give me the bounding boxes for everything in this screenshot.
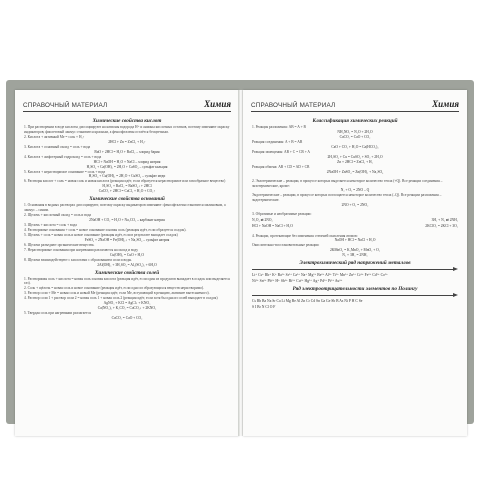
bases-point-7: 7. Нерастворимые основания при нагревании разлагаются на оксид и воду — [24, 247, 138, 252]
bases-formula-4: 2Al(OH)₃ + 3H₂SO₄ = Al₂(SO₄)₃ + 6H₂O — [97, 262, 157, 267]
salts-point-5: 5. Твердая соль при нагревании разлагается — [24, 311, 91, 316]
no-oxidation-change-label: 4. Реакции, протекающие без изменения степеней окисления атомов: — [252, 233, 358, 238]
no-oxidation-change-formula: NaOH + HCl = NaCl + H₂O — [334, 238, 376, 243]
bases-point-2: 2. Щелочь + кислотный оксид = соль и вода — [24, 213, 92, 218]
salts-section-title: Химические свойства солей — [94, 269, 160, 276]
reversible-formula-1: N₂O₄ ⇄ 2NO₂ — [252, 218, 273, 223]
acids-point-3: 3. Кислота + основный оксид = соль + вода — [24, 144, 91, 149]
combination-formula-1: CaO + CO₂ + H₂O = Ca(HCO₃)₂ — [331, 144, 379, 149]
acids-formula-1: 2HCl + Zn = ZnCl₂ + H₂↑ — [108, 139, 146, 144]
right-page-reference-label: СПРАВОЧНЫЙ МАТЕРИАЛ — [251, 102, 336, 109]
combination-label: Реакция соединения: A + B = AB — [252, 139, 303, 144]
electronegativity-series-line-1: Cs Rb Ba Na Sr Ca Li Mg Be Al Zn Cr Cd Sn Ga Ge Sb B As Ni P H C Se — [252, 299, 363, 304]
bases-point-4: 4. Растворимые основания + соль = новое основание и новая соль (реакция идёт, если образуется осадок). — [24, 227, 187, 232]
decomposition-formula-1: NH₄NO₃ = N₂O + 2H₂O — [337, 129, 373, 134]
acids-formula-2: BaO + 2HCl = H₂O + BaCl₂ – хлорид бария — [94, 149, 160, 154]
bases-formula-1: 2NaOH + CO₂ = H₂O + Na₂CO₃ – карбонат натрия — [89, 218, 165, 223]
acids-point-2: 2. Кислота + активный Me = соль + H₂↑ — [24, 134, 85, 139]
salts-point-2: 2. Соль + щёлочь = новая соль и новое основание (реакция идёт, если одно из образующихся веществ нерастворимо). — [24, 286, 205, 291]
substitution-formula-2: Zn + 2HCl = ZnCl₂ + H₂ — [337, 159, 373, 164]
left-page-content — [15, 112, 239, 321]
substitution-formula-1: 2H₂SO₄ + Cu = CuSO₄ + SO₂ + 2H₂O — [327, 154, 383, 159]
irreversible-formula-1: HCl + NaOH = NaCl + H₂O — [252, 224, 293, 229]
decomposition-label: 1. Реакция разложения: AB = A + B — [252, 125, 306, 129]
exothermic-formula-1: N₂ + O₂ = 2NO – Q — [340, 188, 370, 193]
reversible-formula-2: 3H₂ + N₂ ⇄ 2NH₃ — [431, 218, 458, 223]
acids-formula-6: H₂SO₄ + BaCl₂ = BaSO₄↓ + 2HCl — [102, 184, 152, 189]
salts-point-4: 4. Раствор соли 1 + раствор соли 2 = новая соль 1 + новая соль 2 (реакция идёт, если хотя бы одна из солей выпадает в осадок) — [24, 296, 218, 301]
salts-formula-3: CaCO₃ = CaO + CO₂ — [111, 315, 143, 320]
bases-point-5: 5. Щелочь + соль = новая соль и новое основание (реакция идёт, если в результате выпадает осадок) — [24, 232, 178, 237]
reversible-label: 3. Обратимые и необратимые реакции: — [252, 212, 312, 217]
acids-formula-5: H₂SO₄ + Cu(OH)₂ = 2H₂O + CuSO₄ – сульфат меди — [88, 174, 166, 179]
metal-activity-series-line-1: Li⁺ Cs⁺ Rb⁺ K⁺ Ba²⁺ Sr²⁺ Ca²⁺ Na⁺ Mg²⁺ Be²⁺ Al³⁺ Ti²⁺ Mn²⁺ Zn²⁺ Cr³⁺ Fe²⁺ Cd²⁺ Co²⁺ — [252, 273, 388, 278]
acids-point-1: 1. При растворении в воде кислоты диссоциируют на катионы водорода H⁺ и анионы кислотных остатков, поэтому изменяют окраску индикаторов; фиолетовый лакмус становится красным, а фенолфталеин остаётся бесцветным. — [24, 125, 230, 134]
salts-point-1: 1. Растворимая соль + кислота = новая соль и новая кислота (реакция идёт, если один из продуктов выпадает в осадок или выделяется газ). — [24, 276, 230, 286]
bases-point-6: 6. Щелочи разъедают органические вещества. — [24, 242, 95, 247]
bases-formula-3: Cu(OH)₂ = CuO + H₂O — [110, 252, 144, 257]
left-page-subject: Химия — [204, 99, 231, 109]
bases-point-8: 8. Щелочи взаимодействуют с кислотами с образованием соли и воды. — [24, 257, 132, 262]
acids-point-5: 5. Кислота + нерастворимое основание = соль + вода — [24, 169, 106, 174]
left-page-reference-label: СПРАВОЧНЫЙ МАТЕРИАЛ — [23, 102, 108, 109]
bases-formula-2: FeSO₄ + 2NaOH = Fe(OH)₂↓ + Na₂SO₄ – сульфат натрия — [84, 237, 170, 242]
bases-section-title: Химические свойства оснований — [89, 196, 165, 203]
right-page-subject: Химия — [432, 99, 459, 109]
acids-point-4: 4. Кислота + амфотерный гидроксид = соль + вода — [24, 154, 102, 159]
endothermic-label: Эндотермические – реакции, в процессе которых поглощается некоторое количество тепла (–Q). Все реакции разложения – эндотермические. — [252, 193, 442, 203]
irreversible-formula-2: 2KClO₃ = 2KCl + 3O₂ — [425, 224, 458, 229]
redox-formula-1: 2KMnO₄ = K₂MnO₄ + MnO₂ + O₂ — [329, 248, 381, 253]
left-page — [15, 90, 239, 436]
substitution-label: Реакция замещения: AB + C = CB + A — [252, 149, 311, 154]
series-arrow — [252, 267, 458, 271]
acids-formula-3: HCl + NaOH = H₂O + NaCl – хлорид натрия — [93, 159, 161, 164]
bases-point-1: 1. Основания в водных растворах диссоциируют, поэтому окраску индикаторов изменяют: фенолфталеин становится малиновым, а лакмус – синим. — [24, 203, 226, 213]
exchange-formula-1: 2NaOH + ZnSO₄ = Zn(OH)₂ + Na₂SO₄ — [326, 169, 384, 174]
redox-label: Окислительно-восстановительные реакции: — [252, 243, 320, 248]
salts-point-3: 3. Раствор соли + Ме = новая соль и новый Ме (реакция идёт, если Ме, вступающий в реакцию, активнее вытесняемого). — [24, 291, 210, 296]
bases-point-3: 3. Щелочь + кислота = соль + вода — [24, 223, 77, 228]
left-page-header — [23, 99, 231, 112]
metal-activity-series-line-2: Ni²⁺ Sn²⁺ Pb²⁺ H⁺ Sb³⁺ Bi³⁺ Cu²⁺ Hg²⁺ Ag⁺ Pd²⁺ Pt²⁺ Au³⁺ — [252, 279, 343, 284]
endothermic-formula-1: 2NO + O₂ = 2NO₂ — [341, 203, 369, 208]
metal-activity-series-title: Электрохимический ряд напряжений металлов — [299, 260, 411, 267]
electronegativity-series-title: Ряд электроотрицательности элементов по Полингу — [292, 286, 418, 293]
decomposition-formula-2: CaCO₃ = CaO + CO₂ — [339, 134, 371, 139]
right-page-header — [251, 99, 459, 112]
reactions-section-title: Классификация химических реакций — [312, 118, 398, 124]
exchange-label: Реакция обмена: AB + CD = AD + CB — [252, 164, 310, 169]
right-page — [243, 90, 467, 436]
redox-formula-2: N₂ + 3H₂ = 2NH₃ — [342, 253, 368, 258]
exothermic-label: 2. Экзотермические – реакции, в процессе которых выделяется некоторое количество тепла (+Q). Все реакции соединения – экзотермические, кроме: — [252, 178, 443, 188]
acids-point-6: 6. Растворы кислот + соль = новая соль и новая кислота (реакция идёт, если образуется нерастворимое или газообразное вещество) — [24, 179, 226, 184]
salts-formula-2: Ca(NO₃)₂ + K₂CO₃ = CaCO₃↓ + 2KNO₃ — [97, 306, 157, 311]
right-page-content — [243, 112, 467, 310]
salts-formula-1: AgNO₃ + KCl = AgCl↓ + KNO₃ — [103, 301, 151, 306]
electronegativity-series-line-2: S I Br N Cl O F — [252, 305, 276, 310]
acids-formula-4: H₂SO₄ + Ca(OH)₂ = 2H₂O + CaSO₄ – сульфат кальция — [86, 164, 168, 169]
acids-formula-7: CaCO₃ + 2HCl = CaCl₂ + H₂O + CO₂↑ — [98, 189, 156, 194]
series-arrow — [252, 293, 458, 297]
acids-section-title: Химические свойства кислот — [92, 118, 162, 124]
